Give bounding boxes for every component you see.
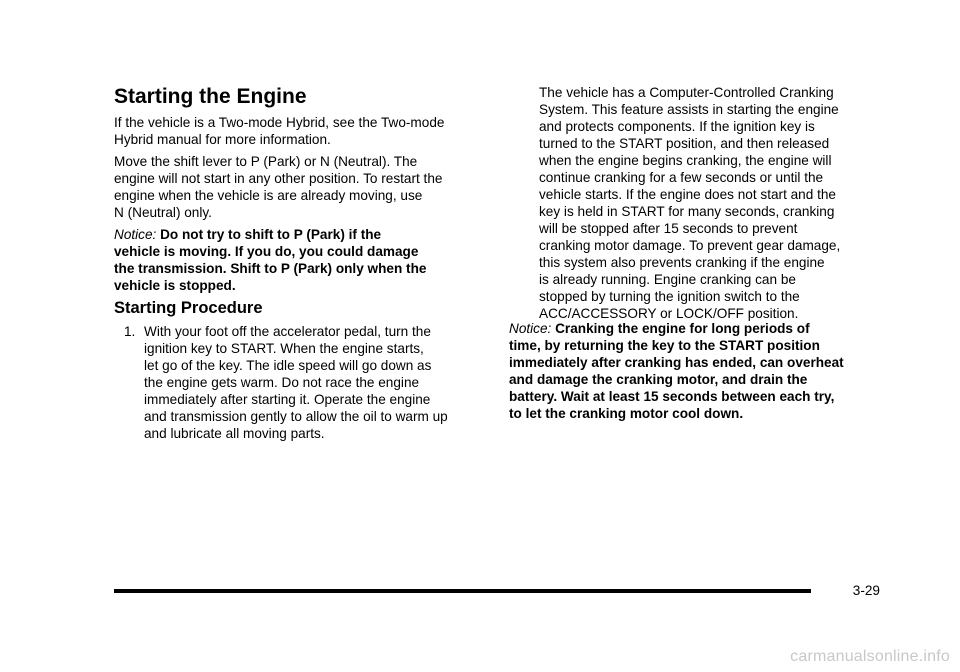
text-line: With your foot off the accelerator pedal, turn the — [144, 324, 431, 339]
text-line: If the vehicle is a Two-mode Hybrid, see the Two-mode — [114, 115, 445, 130]
notice-text: time, by returning the key to the START position — [509, 338, 820, 353]
footer-rule — [114, 589, 811, 593]
text-line: is already running. Engine cranking can be — [539, 272, 796, 287]
cranking-paragraph — [539, 84, 889, 322]
text-line: when the engine begins cranking, the engine will — [539, 153, 832, 168]
text-line: The vehicle has a Computer-Controlled Cranking — [539, 85, 834, 100]
text-line: cranking motor damage. To prevent gear damage, — [539, 238, 841, 253]
text-line: this system also prevents cranking if the engine — [539, 255, 825, 270]
text-line: will be stopped after 15 seconds to prevent — [539, 221, 798, 236]
text-line: Hybrid manual for more information. — [114, 132, 331, 147]
list-number: 1. — [124, 324, 136, 339]
notice-text: immediately after cranking has ended, can overheat — [509, 355, 844, 370]
watermark: carmanualsonline.info — [790, 648, 950, 665]
text-line: and protects components. If the ignition key is — [539, 119, 815, 134]
notice-block — [114, 226, 426, 294]
text-line: engine will not start in any other position. To restart the — [114, 171, 443, 186]
notice-text: Cranking the engine for long periods of — [555, 321, 810, 336]
notice-label: Notice: — [509, 321, 552, 336]
text-line: and lubricate all moving parts. — [144, 426, 325, 441]
intro-paragraph — [114, 114, 444, 148]
text-line: key is held in START for many seconds, cranking — [539, 204, 835, 219]
text-line: engine when the vehicle is are already moving, use — [114, 188, 423, 203]
notice-text: vehicle is stopped. — [114, 278, 236, 293]
text-line: stopped by turning the ignition switch to the — [539, 289, 800, 304]
notice-block — [509, 320, 844, 422]
text-line: N (Neutral) only. — [114, 205, 212, 220]
text-line: turned to the START position, and then released — [539, 136, 830, 151]
text-line: vehicle starts. If the engine does not start and the — [539, 187, 836, 202]
notice-text: vehicle is moving. If you do, you could damage — [114, 244, 419, 259]
text-line: let go of the key. The idle speed will go down as — [144, 358, 432, 373]
notice-text: Do not try to shift to P (Park) if the — [160, 227, 382, 242]
section-subheading: Starting Procedure — [114, 299, 263, 317]
page-title: Starting the Engine — [114, 85, 307, 108]
notice-text: the transmission. Shift to P (Park) only when the — [114, 261, 427, 276]
text-line: immediately after starting it. Operate the engine — [144, 392, 431, 407]
text-line: ACC/ACCESSORY or LOCK/OFF position. — [539, 306, 799, 321]
text-line: and transmission gently to allow the oil to warm up — [144, 409, 448, 424]
shift-paragraph — [114, 153, 442, 221]
notice-text: battery. Wait at least 15 seconds between each try, — [509, 389, 835, 404]
list-item — [114, 323, 516, 442]
text-line: ignition key to START. When the engine starts, — [144, 341, 424, 356]
notice-text: and damage the cranking motor, and drain the — [509, 372, 808, 387]
text-line: Move the shift lever to P (Park) or N (Neutral). The — [114, 154, 418, 169]
text-line: continue cranking for a few seconds or until the — [539, 170, 824, 185]
text-line: the engine gets warm. Do not race the engine — [144, 375, 420, 390]
notice-text: to let the cranking motor cool down. — [509, 406, 744, 421]
text-line: System. This feature assists in starting the engine — [539, 102, 839, 117]
notice-label: Notice: — [114, 227, 157, 242]
page-number: 3-29 — [852, 583, 880, 598]
